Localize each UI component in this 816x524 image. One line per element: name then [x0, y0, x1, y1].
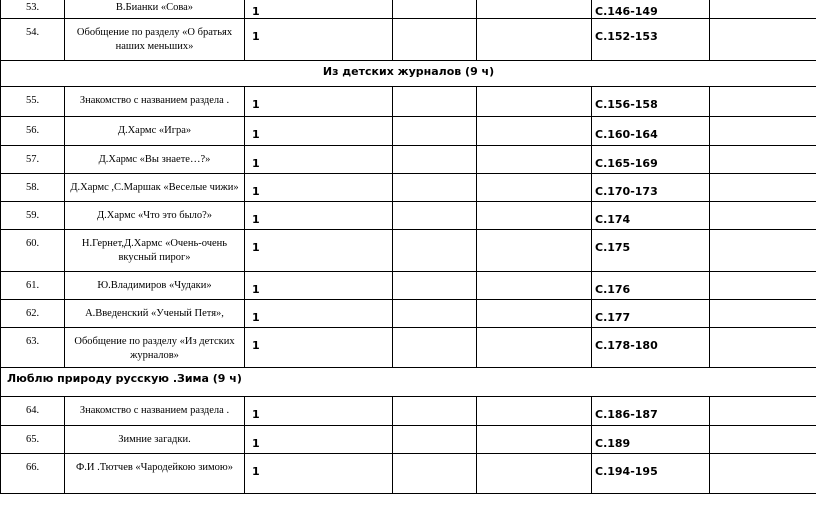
lesson-number: 53.	[1, 0, 65, 19]
empty-cell	[477, 230, 592, 272]
lesson-number: 61.	[1, 272, 65, 300]
lesson-topic: Знакомство с названием раздела .	[65, 397, 245, 426]
empty-cell	[710, 230, 816, 272]
lesson-row	[1, 0, 816, 19]
section-title: Из детских журналов (9 ч)	[1, 61, 816, 87]
empty-cell	[710, 146, 816, 174]
empty-cell	[477, 202, 592, 230]
lesson-pages: С.176	[592, 272, 710, 300]
lesson-pages: С.160-164	[592, 117, 710, 146]
lesson-hours: 1	[245, 272, 393, 300]
lesson-number: 54.	[1, 19, 65, 61]
lesson-pages: С.165-169	[592, 146, 710, 174]
lesson-hours: 1	[245, 397, 393, 426]
empty-cell	[477, 174, 592, 202]
lesson-topic: Д.Хармс «Что это было?»	[65, 202, 245, 230]
lesson-topic: Обобщение по разделу «О братьях наших меньших»	[65, 19, 245, 61]
lesson-topic: Знакомство с названием раздела .	[65, 87, 245, 117]
lesson-topic: А.Введенский «Ученый Петя»,	[65, 300, 245, 328]
lesson-topic: Зимние загадки.	[65, 426, 245, 454]
empty-cell	[710, 87, 816, 117]
empty-cell	[393, 397, 477, 426]
lesson-row	[1, 300, 816, 328]
lesson-hours: 1	[245, 174, 393, 202]
lesson-number: 57.	[1, 146, 65, 174]
lesson-pages: С.175	[592, 230, 710, 272]
lesson-number: 64.	[1, 397, 65, 426]
lesson-topic: Д.Хармс «Вы знаете…?»	[65, 146, 245, 174]
lesson-number: 58.	[1, 174, 65, 202]
lesson-pages: С.174	[592, 202, 710, 230]
lesson-pages: С.186-187	[592, 397, 710, 426]
empty-cell	[393, 19, 477, 61]
empty-cell	[477, 454, 592, 494]
empty-cell	[710, 397, 816, 426]
empty-cell	[477, 0, 592, 19]
lesson-row	[1, 19, 816, 61]
lesson-topic: Д.Хармс «Игра»	[65, 117, 245, 146]
empty-cell	[393, 328, 477, 368]
empty-cell	[710, 117, 816, 146]
empty-cell	[710, 202, 816, 230]
section-row	[1, 368, 816, 397]
empty-cell	[477, 397, 592, 426]
section-row	[1, 61, 816, 87]
empty-cell	[393, 230, 477, 272]
empty-cell	[477, 300, 592, 328]
lesson-row	[1, 117, 816, 146]
lesson-number: 62.	[1, 300, 65, 328]
lesson-pages: С.146-149	[592, 0, 710, 19]
empty-cell	[393, 454, 477, 494]
empty-cell	[393, 146, 477, 174]
empty-cell	[393, 87, 477, 117]
empty-cell	[710, 0, 816, 19]
lesson-row	[1, 87, 816, 117]
lesson-pages: С.156-158	[592, 87, 710, 117]
empty-cell	[477, 87, 592, 117]
empty-cell	[477, 117, 592, 146]
lesson-row	[1, 426, 816, 454]
empty-cell	[477, 328, 592, 368]
empty-cell	[710, 272, 816, 300]
empty-cell	[477, 146, 592, 174]
empty-cell	[710, 300, 816, 328]
lesson-number: 60.	[1, 230, 65, 272]
lesson-hours: 1	[245, 230, 393, 272]
lesson-pages: С.177	[592, 300, 710, 328]
lesson-hours: 1	[245, 117, 393, 146]
lesson-row	[1, 272, 816, 300]
lesson-hours: 1	[245, 19, 393, 61]
lesson-topic: Обобщение по разделу «Из детских журналов»	[65, 328, 245, 368]
lesson-topic: Ю.Владимиров «Чудаки»	[65, 272, 245, 300]
empty-cell	[710, 426, 816, 454]
lesson-hours: 1	[245, 426, 393, 454]
lesson-row	[1, 146, 816, 174]
lesson-topic: Н.Гернет,Д.Хармс «Очень-очень вкусный пирог»	[65, 230, 245, 272]
lesson-hours: 1	[245, 454, 393, 494]
lesson-pages: С.152-153	[592, 19, 710, 61]
empty-cell	[477, 272, 592, 300]
lesson-hours: 1	[245, 328, 393, 368]
lesson-row	[1, 397, 816, 426]
lesson-row	[1, 328, 816, 368]
empty-cell	[393, 0, 477, 19]
lesson-topic: Д.Хармс ,С.Маршак «Веселые чижи»	[65, 174, 245, 202]
lesson-hours: 1	[245, 87, 393, 117]
empty-cell	[393, 117, 477, 146]
lesson-topic: Ф.И .Тютчев «Чародейкою зимою»	[65, 454, 245, 494]
empty-cell	[477, 19, 592, 61]
empty-cell	[477, 426, 592, 454]
lesson-hours: 1	[245, 202, 393, 230]
lesson-row	[1, 202, 816, 230]
lesson-number: 65.	[1, 426, 65, 454]
lesson-hours: 1	[245, 146, 393, 174]
lesson-number: 56.	[1, 117, 65, 146]
lesson-topic: В.Бианки «Сова»	[65, 0, 245, 19]
empty-cell	[393, 300, 477, 328]
empty-cell	[710, 174, 816, 202]
lesson-row	[1, 454, 816, 494]
lesson-row	[1, 230, 816, 272]
empty-cell	[710, 454, 816, 494]
empty-cell	[393, 426, 477, 454]
lesson-number: 63.	[1, 328, 65, 368]
lesson-pages: С.189	[592, 426, 710, 454]
lesson-number: 55.	[1, 87, 65, 117]
lesson-row	[1, 174, 816, 202]
empty-cell	[393, 272, 477, 300]
lesson-number: 66.	[1, 454, 65, 494]
empty-cell	[710, 328, 816, 368]
lesson-pages: С.178-180	[592, 328, 710, 368]
lesson-hours: 1	[245, 0, 393, 19]
empty-cell	[710, 19, 816, 61]
empty-cell	[393, 174, 477, 202]
lesson-number: 59.	[1, 202, 65, 230]
lesson-hours: 1	[245, 300, 393, 328]
empty-cell	[393, 202, 477, 230]
section-title: Люблю природу русскую .Зима (9 ч)	[1, 368, 816, 397]
lesson-pages: С.194-195	[592, 454, 710, 494]
lesson-pages: С.170-173	[592, 174, 710, 202]
